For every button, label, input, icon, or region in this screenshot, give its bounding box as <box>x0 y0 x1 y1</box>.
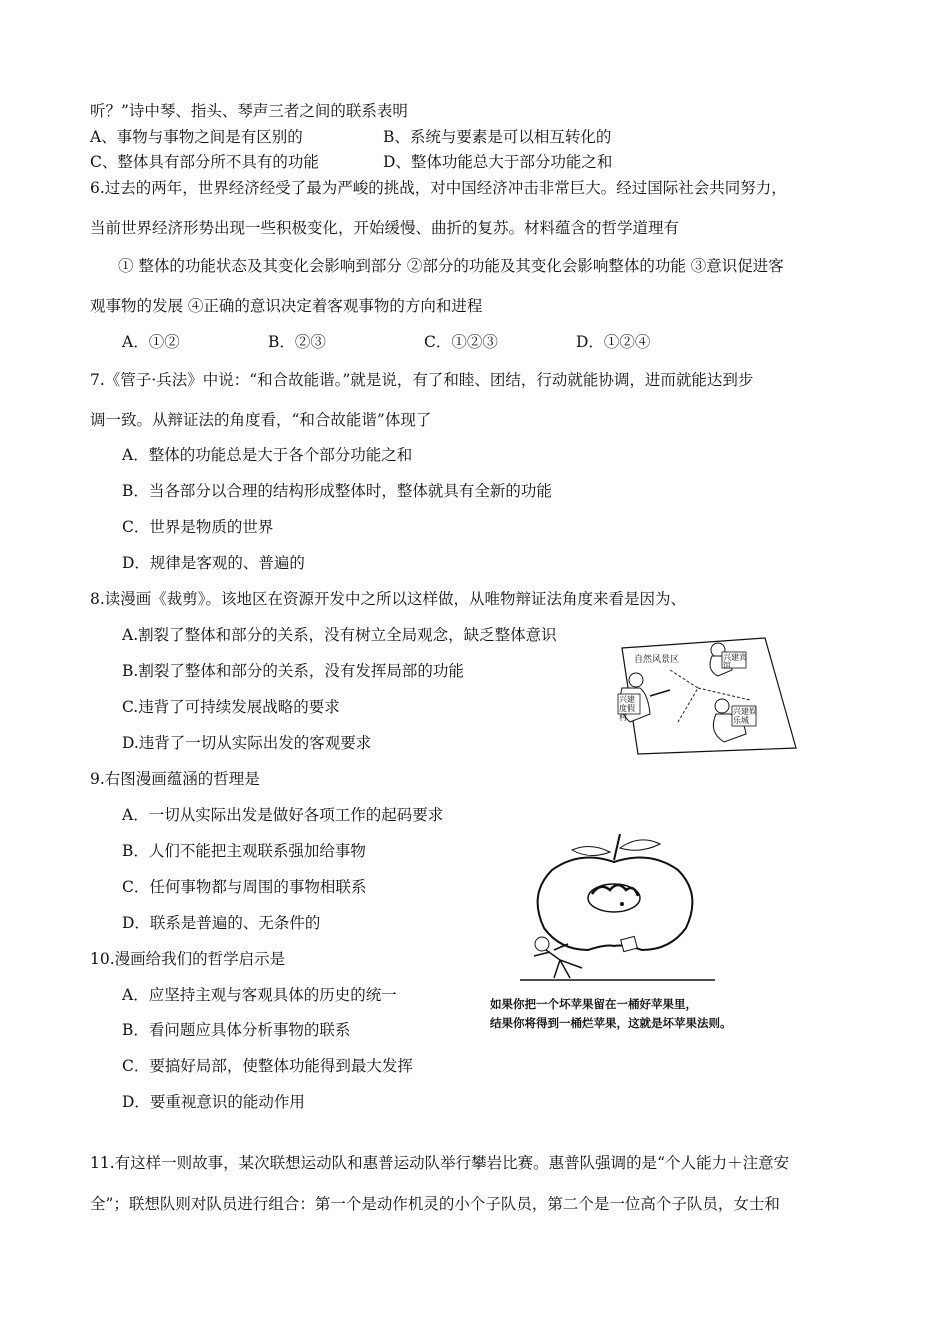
cartoon-caption-line1: 如果你把一个坏苹果留在一桶好苹果里， <box>490 997 697 1011</box>
worker-head-2 <box>629 673 643 687</box>
q9-option-b: B．人们不能把主观联系强加给事物 <box>122 842 366 860</box>
q9-stem: 9.右图漫画蕴涵的哲理是 <box>90 770 260 788</box>
q7-stem-line2: 调一致。从辩证法的角度看，“和合故能谐”体现了 <box>90 411 432 429</box>
q10-stem: 10.漫画给我们的哲学启示是 <box>90 950 286 968</box>
running-man-body <box>546 950 582 978</box>
q5-option-b: B、系统与要素是可以相互转化的 <box>383 128 612 146</box>
q5-stem: 听？”诗中琴、指头、琴声三者之间的联系表明 <box>90 102 408 120</box>
q6-statements-line1: ① 整体的功能状态及其变化会影响到部分 ②部分的功能及其变化会影响整体的功能 ③意识促进客 <box>118 257 784 275</box>
q8-option-d: D.违背了一切从实际出发的客观要求 <box>122 734 372 752</box>
sign-resort-text: 兴建度假村 <box>619 695 635 722</box>
cartoon-caption-line2: 结果你将得到一桶烂苹果，这就是坏苹果法则。 <box>490 1016 732 1030</box>
q7-option-d: D．规律是客观的、普遍的 <box>122 554 305 572</box>
bad-apple-drawing <box>510 832 720 982</box>
q6-stem-line1: 6.过去的两年，世界经济经受了最为严峻的挑战，对中国经济冲击非常巨大。经过国际社会共同努力， <box>90 179 787 197</box>
q7-option-c: C．世界是物质的世界 <box>122 518 274 536</box>
q6-stem-line2: 当前世界经济形势出现一些积极变化，开始缓慢、曲折的复苏。材料蕴含的哲学道理有 <box>90 219 680 237</box>
sign-hotel-text: 兴建宾馆 <box>723 653 747 670</box>
apple-leaf-right <box>620 840 660 850</box>
q6-option-a: A．①② <box>122 333 180 351</box>
apple-stem <box>614 834 620 860</box>
apple-leaf-left <box>572 846 610 855</box>
running-man-head <box>535 937 549 951</box>
q10-option-d: D．要重视意识的能动作用 <box>122 1093 305 1111</box>
q8-option-a: A.割裂了整体和部分的关系，没有树立全局观念，缺乏整体意识 <box>122 626 557 644</box>
q8-option-b: B.割裂了整体和部分的关系，没有发挥局部的功能 <box>122 662 464 680</box>
q10-option-a: A．应坚持主观与客观具体的历史的统一 <box>122 986 397 1004</box>
q7-option-b: B．当各部分以合理的结构形成整体时，整体就具有全新的功能 <box>122 482 552 500</box>
bad-apple-cartoon <box>510 832 720 982</box>
q9-option-d: D．联系是普遍的、无条件的 <box>122 914 321 932</box>
q9-option-a: A．一切从实际出发是做好各项工作的起码要求 <box>122 806 444 824</box>
q5-option-c: C、整体具有部分所不具有的功能 <box>90 153 319 171</box>
sign-entertainment-text: 兴建娱乐城 <box>733 707 757 725</box>
map-label: 自然风景区 <box>634 655 680 665</box>
q5-option-a: A、事物与事物之间是有区别的 <box>90 128 303 146</box>
q6-option-d: D．①②④ <box>576 333 651 351</box>
q11-stem-line1: 11.有这样一则故事，某次联想运动队和惠普运动队举行攀岩比赛。惠普队强调的是“个人能力＋注意安 <box>90 1154 790 1172</box>
q9-option-c: C．任何事物都与周围的事物相联系 <box>122 878 367 896</box>
q11-stem-line2: 全”；联想队则对队员进行组合：第一个是动作机灵的小个子队员，第二个是一位高个子队员，女士和 <box>90 1195 780 1213</box>
worm-eye <box>620 902 624 906</box>
cutting-cartoon-drawing <box>600 630 800 758</box>
q10-option-c: C．要搞好局部，使整体功能得到最大发挥 <box>122 1057 413 1075</box>
q6-option-c: C．①②③ <box>424 333 498 351</box>
q6-option-b: B．②③ <box>268 333 326 351</box>
cutting-cartoon <box>600 630 800 758</box>
q8-stem: 8.读漫画《裁剪》。该地区在资源开发中之所以这样做，从唯物辩证法角度来看是因为、 <box>90 590 687 608</box>
q10-option-b: B．看问题应具体分析事物的联系 <box>122 1021 351 1039</box>
worker-head-3 <box>715 699 729 713</box>
q7-stem-line1: 7.《管子·兵法》中说：“和合故能谐。”就是说，有了和睦、团结，行动就能协调，进而就能达到步 <box>90 371 754 389</box>
q5-option-d: D、整体功能总大于部分功能之和 <box>383 153 613 171</box>
q6-statements-line2: 观事物的发展 ④正确的意识决定着客观事物的方向和进程 <box>90 297 483 315</box>
q8-option-c: C.违背了可持续发展战略的要求 <box>122 698 340 716</box>
q7-option-a: A．整体的功能总是大于各个部分功能之和 <box>122 446 413 464</box>
